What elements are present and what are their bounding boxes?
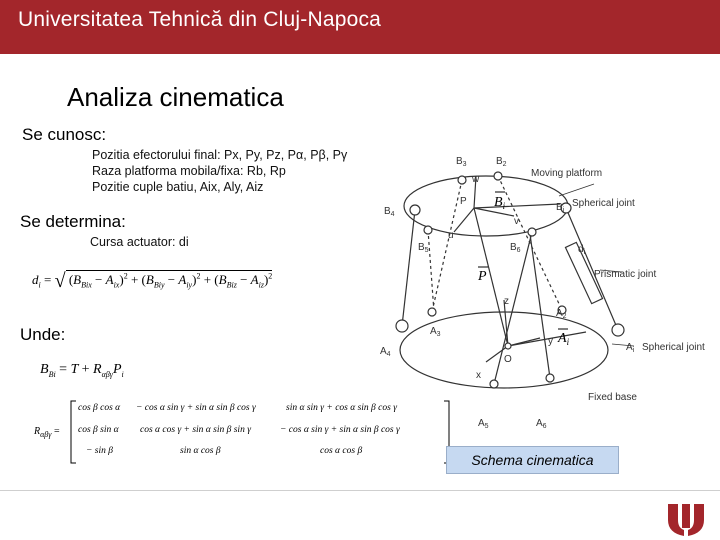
joint-a4 xyxy=(396,320,408,332)
fixed-base-ellipse xyxy=(400,312,608,388)
label-a2: A xyxy=(556,308,563,319)
label-v: v xyxy=(514,216,519,227)
label-z: z xyxy=(504,296,509,307)
label-vec-a: A xyxy=(558,331,567,346)
label-b1: B xyxy=(556,202,563,213)
rm-cell-00: cos β cos α xyxy=(78,403,121,413)
leg-b6-a5 xyxy=(494,232,532,384)
svg-text:B4: $B_4$ xyxy=(384,206,395,218)
bbi-formula: $B_{Bi} = T + R_{\alpha\beta\gamma}P_i$ xyxy=(40,362,124,379)
joint-b4 xyxy=(410,205,420,215)
svg-text:Ai: $A_i$ xyxy=(558,331,570,347)
joint-a3 xyxy=(428,308,436,316)
rm-cell-10: cos β sin α xyxy=(78,425,119,435)
rotation-matrix-label: $R_{\alpha\beta\gamma}$ = xyxy=(34,426,60,439)
leader-bi xyxy=(559,184,594,196)
svg-text:A5: $A_5$ xyxy=(478,418,489,430)
leg-b6-a6 xyxy=(530,234,550,378)
label-di: d xyxy=(578,244,584,255)
svg-text:B6: $B_6$ xyxy=(510,242,521,254)
svg-text:B2: $B_2$ xyxy=(496,156,507,168)
joint-b3 xyxy=(458,176,466,184)
rm-cell-01: − cos α sin γ + sin α sin β cos γ xyxy=(136,403,256,413)
label-a6: A xyxy=(536,418,543,429)
svg-text:A4: $A_4$ xyxy=(380,346,391,358)
label-a5: A xyxy=(478,418,485,429)
joint-b2 xyxy=(494,172,502,180)
di-formula: $d_i$ = √ $(B_{Bix} - A_{ix})^2 + (B_{Biy} - A_{iy})^2 + (B_{Biz} - A_{iz})^2$ xyxy=(32,270,273,292)
joint-a1 xyxy=(612,324,624,336)
axis-y xyxy=(508,338,540,346)
label-a1: A xyxy=(626,342,633,353)
joint-a5 xyxy=(490,380,498,388)
vector-ai xyxy=(508,332,586,346)
footer-divider xyxy=(0,490,720,491)
label-x: x xyxy=(476,370,481,381)
leg-b5-a3 xyxy=(428,230,434,312)
rm-cell-02: sin α sin γ + cos α sin β cos γ xyxy=(286,403,397,413)
svg-text:Bi: $B_i$ xyxy=(556,202,565,214)
label-b2: B xyxy=(496,156,503,167)
known-heading: Se cunosc: xyxy=(22,125,107,144)
slide-title: Analiza cinematica xyxy=(67,82,284,112)
svg-text:B5: $B_5$ xyxy=(418,242,429,254)
stewart-platform-diagram xyxy=(374,140,720,440)
vector-bi xyxy=(474,204,560,208)
svg-text:Ai: $A_i$ xyxy=(626,342,635,354)
label-b6: B xyxy=(510,242,517,253)
svg-text:A3: $A_3$ xyxy=(430,326,441,338)
label-spherical-joint-bottom: Spherical joint xyxy=(642,342,705,353)
joint-b5 xyxy=(424,226,432,234)
label-moving-platform: Moving platform xyxy=(531,168,603,179)
leg-b3-a3 xyxy=(432,180,462,312)
label-y: y xyxy=(548,336,553,347)
university-title: Universitatea Tehnică din Cluj-Napoca xyxy=(18,8,382,31)
leg-b4-a4 xyxy=(402,210,415,326)
label-o: O xyxy=(504,354,512,365)
where-heading: Unde: xyxy=(20,325,66,344)
svg-text:A2: $A_2$ xyxy=(556,308,567,320)
label-b4: B xyxy=(384,206,391,217)
svg-text:B3: $B_3$ xyxy=(456,156,467,168)
rm-cell-20: − sin β xyxy=(86,446,113,456)
leg-b2-a2 xyxy=(498,176,562,310)
determined-heading: Se determina: xyxy=(20,212,126,231)
diagram-caption: Schema cinematica xyxy=(446,446,619,474)
svg-text:di: $d_i$ xyxy=(578,244,586,256)
known-item-position: Pozitia efectorului final: Px, Py, Pz, Pα, Pβ, Pγ xyxy=(92,148,348,162)
rm-cell-11: cos α cos γ + sin α sin β sin γ xyxy=(140,425,251,435)
label-vec-b: B xyxy=(494,195,503,210)
label-spherical-joint-top: Spherical joint xyxy=(572,198,635,209)
label-u: u xyxy=(448,230,454,241)
known-item-joints: Pozitie cuple batiu, Aix, Aly, Aiz xyxy=(92,180,264,194)
svg-text:Bi: $B_i$ xyxy=(494,195,506,211)
rm-cell-21: sin α cos β xyxy=(180,446,221,456)
utcn-logo-icon xyxy=(666,500,706,536)
determined-item-stroke: Cursa actuator: di xyxy=(90,235,189,249)
rm-cell-22: cos α cos β xyxy=(320,446,363,456)
svg-text:A6: $A_6$ xyxy=(536,418,547,430)
label-fixed-base: Fixed base xyxy=(588,392,637,403)
label-p-point: P xyxy=(460,196,467,207)
header-bar xyxy=(0,0,720,54)
joint-b6 xyxy=(528,228,536,236)
known-item-radius: Raza platforma mobila/fixa: Rb, Rp xyxy=(92,164,286,178)
label-b3: B xyxy=(456,156,463,167)
di-lhs: $d_i$ xyxy=(32,272,41,290)
label-prismatic-joint: Prismatic joint xyxy=(594,269,657,280)
label-w: w xyxy=(472,174,480,185)
rm-cell-12: − cos α sin γ + sin α sin β cos γ xyxy=(280,425,400,435)
label-b5: B xyxy=(418,242,425,253)
label-a3: A xyxy=(430,326,437,337)
label-vec-p: P xyxy=(478,269,487,284)
origin-o xyxy=(505,343,511,349)
label-a4: A xyxy=(380,346,387,357)
joint-a6 xyxy=(546,374,554,382)
axis-u xyxy=(454,208,474,232)
